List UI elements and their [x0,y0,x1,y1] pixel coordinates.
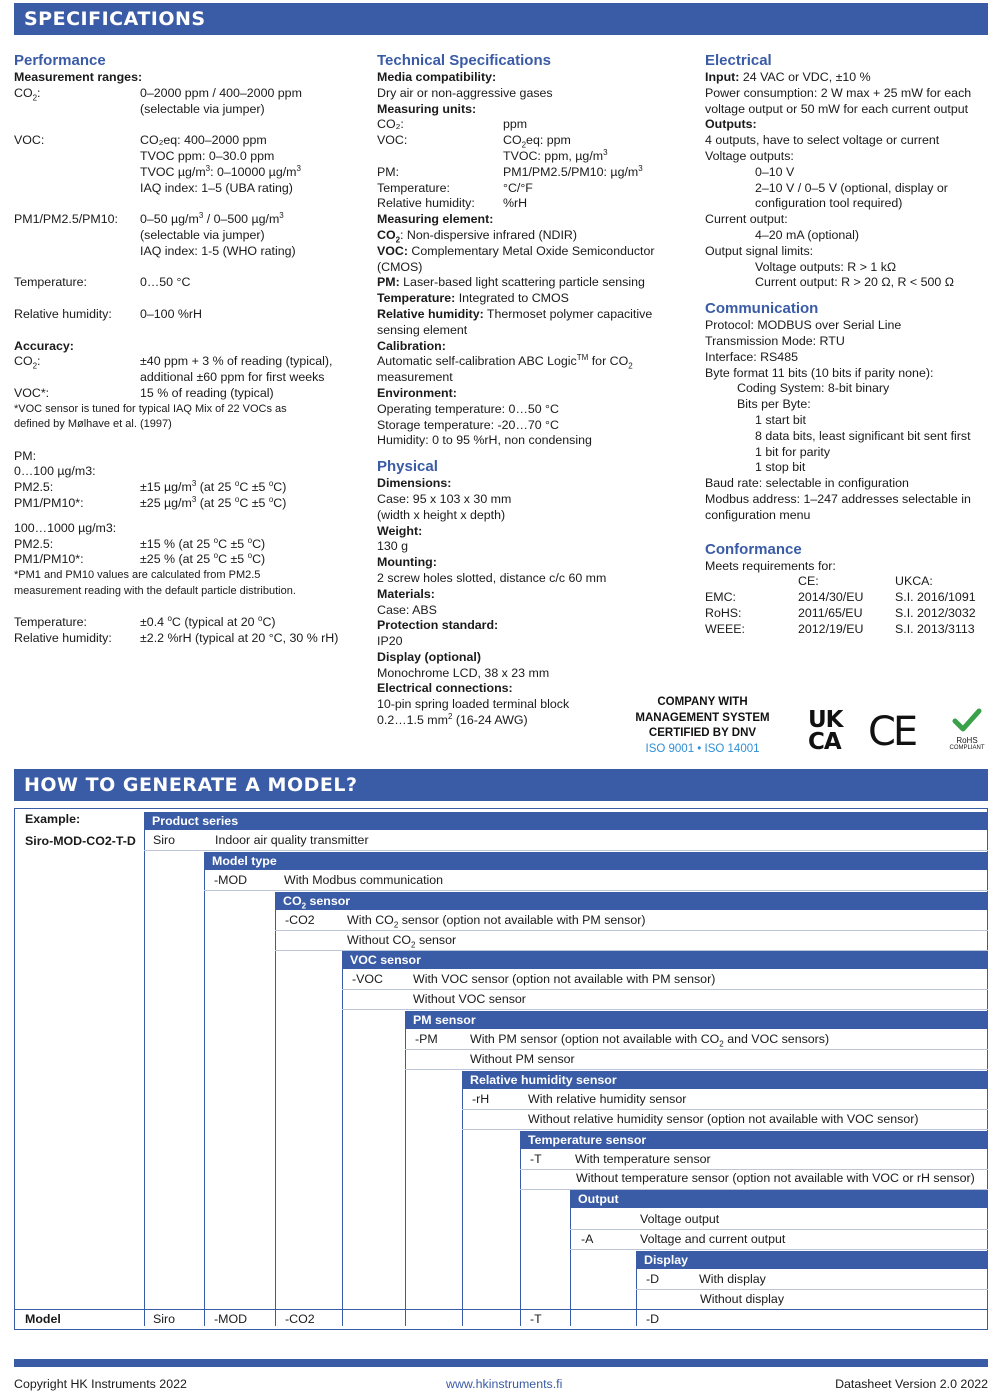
pm-iaq: IAQ index: 1-5 (WHO rating) [140,243,296,258]
accuracy-label: Accuracy: [14,338,74,353]
dimensions-label: Dimensions: [377,476,452,491]
units-temp-value: °C/°F [503,180,533,195]
pm-range1-label: 0…100 µg/m3: [14,464,96,479]
element-rh: Relative humidity: Thermoset polymer capacitive sensing element [377,306,653,337]
model-mod: -MOD [214,1312,248,1326]
protection-value: IP20 [377,634,403,649]
electrical-heading: Electrical [705,52,772,69]
comm-mode: Transmission Mode: RTU [705,333,845,348]
display-with: With display [699,1272,766,1286]
pm-range-key: PM1/PM2.5/PM10: [14,212,118,227]
environment-label: Environment: [377,385,457,400]
comm-parity: 1 bit for parity [755,444,831,459]
protection-label: Protection standard: [377,618,499,633]
voc-tvoc-ppm: TVOC ppm: 0–30.0 ppm [140,148,275,163]
temp-without: Without temperature sensor (option not available with VOC or rH sensor) [576,1171,975,1185]
comm-baud: Baud rate: selectable in configuration [705,476,909,491]
communication-heading: Communication [705,300,819,318]
acc-co2-value: ±40 ppm + 3 % of reading (typical), [140,354,333,369]
rohs-logo: RoHS COMPLIANT [946,708,988,752]
rh-sensor-header: Relative humidity sensor [462,1071,988,1089]
voc-co2eq: CO₂eq: 400–2000 ppm [140,133,267,148]
acc-rh-key: Relative humidity: [14,630,112,645]
acc-co2-note: additional ±60 ppm for first weeks [140,370,325,385]
acc-pm25-value2: ±15 % (at 25 $^o$C ±5 $^o$C) [140,535,266,551]
voc-range-key: VOC: [14,133,45,148]
comm-start-bit: 1 start bit [755,412,806,427]
temp-with: With temperature sensor [575,1152,711,1166]
copyright: Copyright HK Instruments 2022 [14,1377,187,1391]
comm-data-bits: 8 data bits, least significant bit sent first [755,428,971,443]
element-temp: Temperature: Integrated to CMOS [377,291,569,306]
output-code: -A [581,1232,594,1246]
units-co2-key: CO₂: [377,117,404,132]
type-code: -MOD [214,873,248,887]
weight-value: 130 g [377,539,409,554]
display-value: Monochrome LCD, 38 x 23 mm [377,665,550,680]
conformance-row: WEEE: 2012/19/EU S.I. 2013/3113 [705,621,975,636]
connections-value: 10-pin spring loaded terminal block [377,697,570,712]
pm-code: -PM [415,1032,438,1046]
acc-pm110-value2: ±25 % (at 25 $^o$C ±5 $^o$C) [140,551,266,567]
comm-protocol: Protocol: MODBUS over Serial Line [705,318,902,333]
conformance-row: EMC: 2014/30/EU S.I. 2016/1091 [705,590,976,605]
element-label: Measuring element: [377,212,494,227]
materials-label: Materials: [377,586,435,601]
limits-current: Current output: R > 20 Ω, R < 500 Ω [755,275,954,290]
electrical-section [705,51,988,638]
materials-value: Case: ABS [377,602,437,617]
limits-label: Output signal limits: [705,243,814,258]
footer-rule [14,1359,988,1367]
model-banner: HOW TO GENERATE A MODEL? [14,769,988,801]
element-voc: VOC: Complementary Metal Oxide Semiconductor (CMOS) [377,243,655,274]
dimensions-note: (width x height x depth) [377,507,506,522]
comm-bits-per-byte: Bits per Byte: [737,397,811,412]
model-d: -D [646,1312,660,1326]
co2-range-value: 0–2000 ppm / 400–2000 ppm [140,85,302,100]
pm-range2-label: 100…1000 µg/m3: [14,520,117,535]
ce-mark: CE [868,709,916,755]
model-t: -T [530,1312,542,1326]
voc-iaq: IAQ index: 1–5 (UBA rating) [140,180,293,195]
checkmark-icon [952,708,982,732]
model-co2: -CO2 [285,1312,315,1326]
limits-voltage: Voltage outputs: R > 1 kΩ [755,259,897,274]
current-output-label: Current output: [705,212,788,227]
voltage-output-1: 0–10 V [755,164,795,179]
co2-range-key: $CO_2$: [14,85,41,103]
env-operating: Operating temperature: 0…50 °C [377,401,559,416]
mounting-value: 2 screw holes slotted, distance c/c 60 mm [377,570,607,585]
comm-coding: Coding System: 8-bit binary [737,381,890,396]
acc-co2-key: $CO_2$: [14,354,41,371]
calibration-value: Automatic self-calibration ABC Logic™ for $CO_2$ measurement [377,353,633,385]
acc-pm110-key2: PM1/PM10*: [14,552,84,567]
acc-pm25-key: PM2.5: [14,480,54,495]
type-description: With Modbus communication [284,873,444,887]
units-voc-tvoc: TVOC: ppm, $\mu g/m^3$ [503,147,608,163]
pm-footnote: *PM1 and PM10 values are calculated from PM2.5 measurement reading with the default particle distribution. [14,569,296,597]
voltage-outputs-label: Voltage outputs: [705,148,794,163]
outputs-value: 4 outputs, have to select voltage or current [705,133,940,148]
connections-label: Electrical connections: [377,681,513,696]
model-type-header: Model type [204,852,988,870]
performance-section [14,51,359,647]
units-co2-value: ppm [503,117,528,132]
co2-code: -CO2 [285,913,315,927]
co2-with: With $CO_2$ sensor (option not available with PM sensor) [347,913,646,930]
current-output-value: 4–20 mA (optional) [755,227,860,242]
media-value: Dry air or non-aggressive gases [377,85,553,100]
units-label: Measuring units: [377,101,477,116]
temp-range-value: 0…50 °C [140,275,191,290]
ranges-label: Measurement ranges: [14,70,143,84]
comm-stop-bit: 1 stop bit [755,460,806,475]
comm-address: Modbus address: 1–247 addresses selectable in configuration menu [705,491,971,522]
rh-with: With relative humidity sensor [528,1092,687,1106]
acc-rh-value: ±2.2 %rH (typical at 20 °C, 30 % rH) [140,630,339,645]
voc-footnote: *VOC sensor is tuned for typical IAQ Mix of 22 VOCs as defined by Mølhave et al. (1997) [14,402,287,431]
series-description: Indoor air quality transmitter [215,833,369,847]
dnv-certification: COMPANY WITH MANAGEMENT SYSTEM CERTIFIED BY DNV ISO 9001 • ISO 14001 [635,696,770,755]
calibration-label: Calibration: [377,338,446,353]
voc-sensor-header: VOC sensor [342,951,988,969]
model-siro: Siro [153,1312,176,1326]
co2-without: Without $CO_2$ sensor [347,933,457,950]
product-series-header: Product series [144,812,988,830]
connections-wire: 0.2…1.5 $mm^2$ (16-24 AWG) [377,711,528,728]
example-code: Siro-MOD-CO2-T-D [25,834,136,848]
datasheet-version: Datasheet Version 2.0 2022 [835,1377,988,1391]
output-voltage-current: Voltage and current output [640,1232,786,1246]
specifications-banner: SPECIFICATIONS [14,3,988,35]
units-voc-co2eq: $CO_2eq$: ppm [503,133,571,150]
display-code: -D [646,1272,660,1286]
voc-tvoc-ugm3: TVOC $\mu g/m^3$: 0–10000 $\mu g/m^3$ [140,163,301,179]
input-line: Input: 24 VAC or VDC, ±10 % [705,70,871,84]
model-label: Model [25,1312,61,1326]
pm-range-note: (selectable via jumper) [140,227,265,242]
temp-code: -T [530,1152,542,1166]
series-code: Siro [153,833,176,847]
acc-temp-value: ±0.4 $^o$C (typical at 20 $^o$C) [140,613,276,630]
voc-code: -VOC [352,972,383,986]
acc-voc-key: VOC*: [14,385,50,400]
rh-code: -rH [472,1092,490,1106]
mounting-label: Mounting: [377,555,437,570]
units-rh-key: Relative humidity: [377,196,475,211]
rh-range-key: Relative humidity: [14,306,112,321]
units-temp-key: Temperature: [377,180,450,195]
display-label: Display (optional) [377,649,481,664]
acc-pm25-value1: ±15 $\mu g/m^3$ (at 25 $^o$C ±5 $^o$C) [140,479,287,495]
display-without: Without display [700,1292,785,1306]
rh-without: Without relative humidity sensor (option not available with VOC sensor) [528,1112,919,1126]
env-humidity: Humidity: 0 to 95 %rH, non condensing [377,433,592,448]
physical-heading: Physical [377,458,438,476]
rh-range-value: 0–100 %rH [140,306,202,321]
media-label: Media compatibility: [377,70,497,84]
acc-pm25-key2: PM2.5: [14,536,54,551]
acc-pm110-key: PM1/PM10*: [14,495,84,510]
acc-pm110-value1: ±25 $\mu g/m^3$ (at 25 $^o$C ±5 $^o$C) [140,494,287,510]
voltage-output-2: 2–10 V / 0–5 V (optional, display or configuration tool required) [755,180,948,211]
temp-range-key: Temperature: [14,275,87,290]
display-header: Display [636,1251,988,1269]
technical-heading: Technical Specifications [377,52,551,69]
pm-sensor-header: PM sensor [405,1011,988,1029]
conformance-intro: Meets requirements for: [705,558,836,573]
units-voc-key: VOC: [377,133,408,148]
technical-section [377,51,677,729]
conformance-header-row: CE: UKCA: [798,574,933,589]
ukca-logo: UK CA [808,707,843,755]
acc-temp-key: Temperature: [14,615,87,630]
conformance-heading: Conformance [705,540,802,558]
element-pm: PM: Laser-based light scattering particle sensing [377,275,645,290]
pm-with: With PM sensor (option not available with $CO_2$ and VOC sensors) [470,1032,830,1049]
units-pm-key: PM: [377,164,400,179]
outputs-label: Outputs: [705,117,757,132]
example-label: Example: [25,812,81,826]
pm-without: Without PM sensor [470,1052,575,1066]
pm-range-value: 0–50 $\mu g/m^3 / 0-500$ $\mu g/m^3$ [140,211,284,227]
element-co2: $CO_2$: Non-dispersive infrared (NDIR) [377,227,578,245]
conformance-row: RoHS: 2011/65/EU S.I. 2012/3032 [705,605,976,620]
acc-voc-value: 15 % of reading (typical) [140,385,274,400]
pm-accuracy-label: PM: [14,448,37,463]
power-consumption: Power consumption: 2 W max + 25 mW for each voltage output or 50 mW for each current output [705,85,972,116]
output-voltage: Voltage output [640,1212,720,1226]
units-pm-value: PM1/PM2.5/PM10: $\mu g/m^3$ [503,163,643,179]
website-link[interactable]: www.hkinstruments.fi [446,1377,563,1391]
co2-range-note: (selectable via jumper) [140,101,265,116]
model-code-table [14,808,988,1330]
dimensions-value: Case: 95 x 103 x 30 mm [377,491,512,506]
weight-label: Weight: [377,523,423,538]
env-storage: Storage temperature: -20…70 °C [377,417,559,432]
output-header: Output [570,1190,988,1208]
temperature-sensor-header: Temperature sensor [520,1131,988,1149]
comm-interface: Interface: RS485 [705,349,798,364]
units-rh-value: %rH [503,196,528,211]
voc-with: With VOC sensor (option not available with PM sensor) [413,972,716,986]
comm-byte-format: Byte format 11 bits (10 bits if parity none): [705,365,934,380]
voc-without: Without VOC sensor [413,992,526,1006]
co2-sensor-header: $CO_2$ sensor [275,892,988,910]
performance-heading: Performance [14,52,106,69]
